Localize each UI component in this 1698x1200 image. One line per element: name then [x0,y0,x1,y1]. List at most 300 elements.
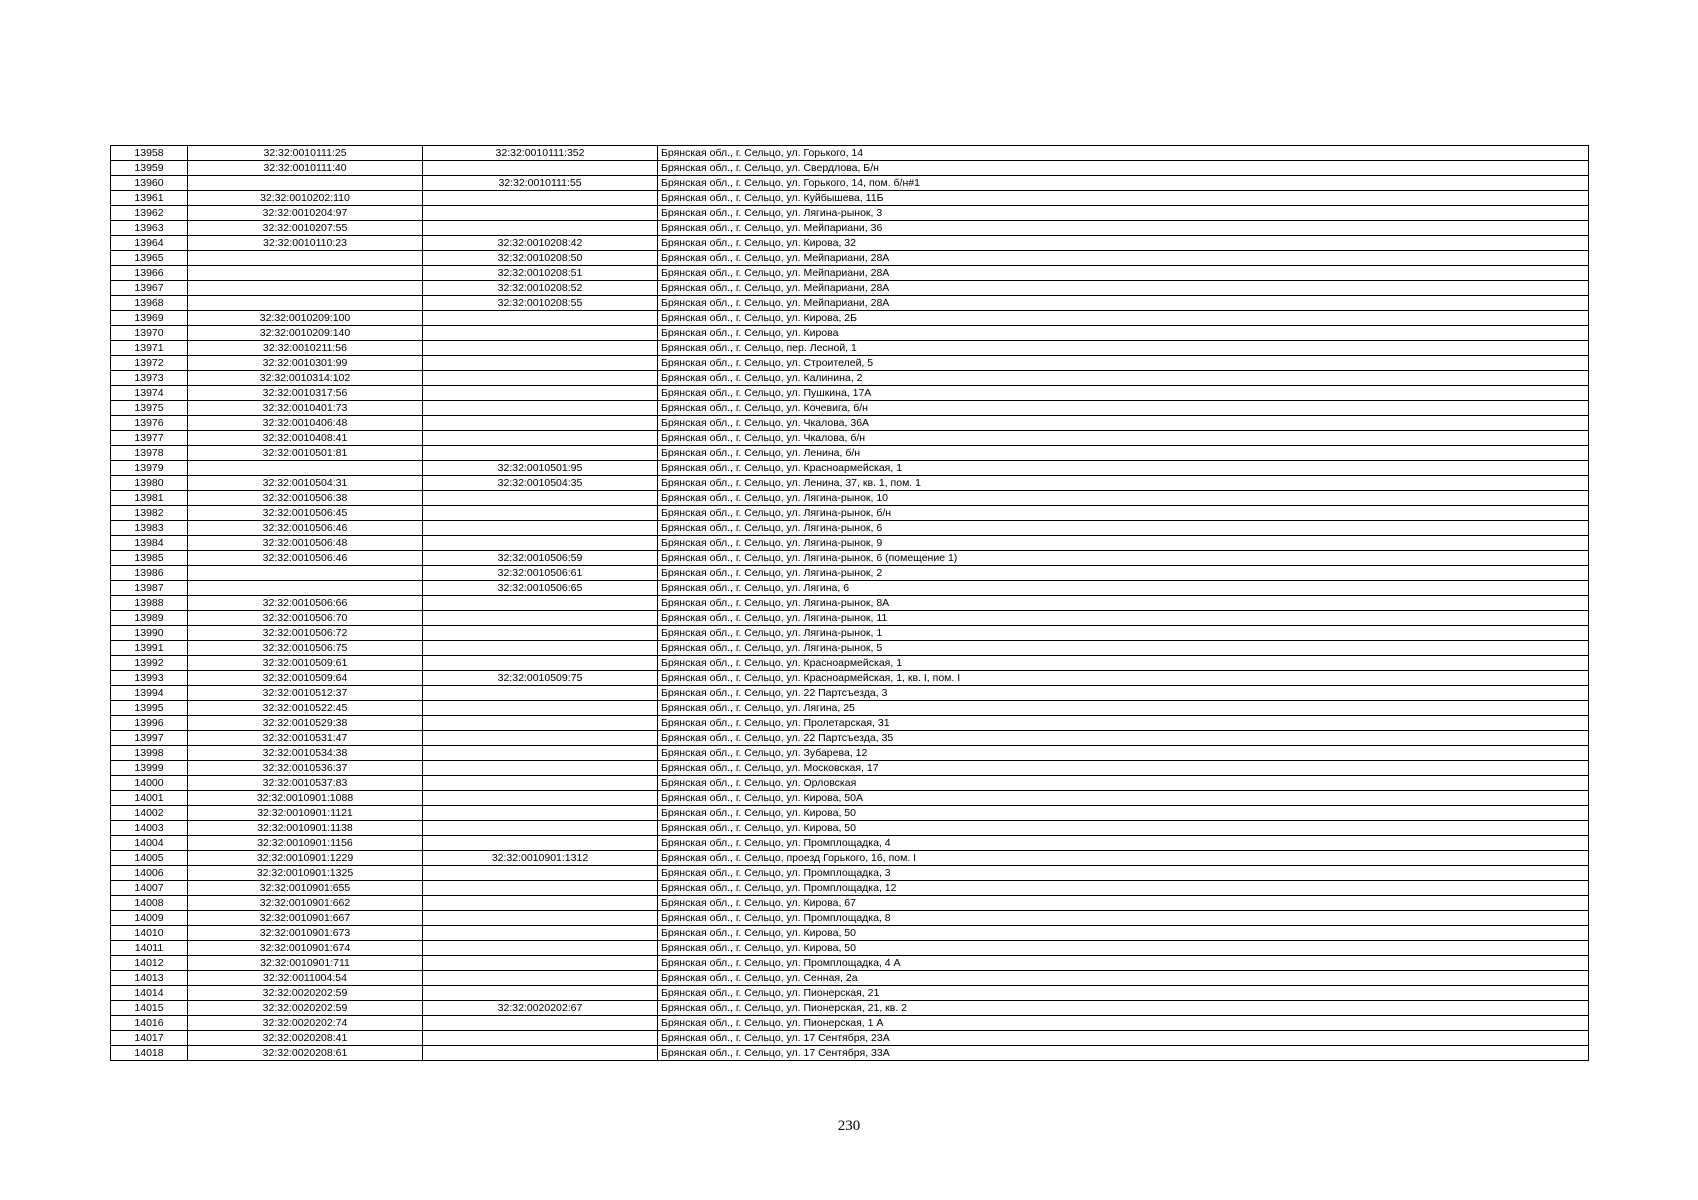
cadastral-number-cell: 32:32:0010209:140 [188,326,423,341]
table-row [111,581,1589,596]
row-number-cell: 14010 [111,926,188,941]
row-number-cell: 13976 [111,416,188,431]
room-cadastral-number-cell [423,356,658,371]
row-number-cell: 13974 [111,386,188,401]
row-number-cell: 13984 [111,536,188,551]
room-cadastral-number-cell: 32:32:0010208:51 [423,266,658,281]
row-number-cell: 13991 [111,641,188,656]
table-row [111,476,1589,491]
room-cadastral-number-cell [423,431,658,446]
cadastral-number-cell: 32:32:0010901:1121 [188,806,423,821]
cadastral-number-cell: 32:32:0010901:667 [188,911,423,926]
address-cell: Брянская обл., г. Сельцо, ул. Кирова, 2Б [658,311,1589,326]
table-row [111,161,1589,176]
room-cadastral-number-cell [423,686,658,701]
address-cell: Брянская обл., г. Сельцо, ул. Кочевига, б/н [658,401,1589,416]
address-cell: Брянская обл., г. Сельцо, ул. Калинина, 2 [658,371,1589,386]
row-number-cell: 13983 [111,521,188,536]
cadastral-number-cell: 32:32:0010506:66 [188,596,423,611]
cadastral-number-cell: 32:32:0020202:59 [188,986,423,1001]
table-row [111,251,1589,266]
address-cell: Брянская обл., г. Сельцо, ул. Мейпариани, 28А [658,266,1589,281]
table-row [111,521,1589,536]
room-cadastral-number-cell [423,161,658,176]
address-cell: Брянская обл., г. Сельцо, ул. Сенная, 2а [658,971,1589,986]
address-cell: Брянская обл., г. Сельцо, ул. Чкалова, б/н [658,431,1589,446]
cadastral-number-cell: 32:32:0010506:75 [188,641,423,656]
row-number-cell: 13969 [111,311,188,326]
address-cell: Брянская обл., г. Сельцо, ул. Лягина-рынок, 3 [658,206,1589,221]
table-row [111,551,1589,566]
cadastral-number-cell: 32:32:0020208:41 [188,1031,423,1046]
table-row [111,776,1589,791]
room-cadastral-number-cell [423,326,658,341]
address-cell: Брянская обл., г. Сельцо, ул. Лягина-рынок, 6 (помещение 1) [658,551,1589,566]
address-cell: Брянская обл., г. Сельцо, ул. 22 Партсъезда, 3 [658,686,1589,701]
page-number: 230 [837,1118,861,1134]
table-row [111,821,1589,836]
address-cell: Брянская обл., г. Сельцо, ул. Кирова, 50А [658,791,1589,806]
room-cadastral-number-cell [423,341,658,356]
address-cell: Брянская обл., г. Сельцо, ул. Горького, 14 [658,146,1589,161]
table-row [111,221,1589,236]
row-number-cell: 13997 [111,731,188,746]
room-cadastral-number-cell: 32:32:0010901:1312 [423,851,658,866]
room-cadastral-number-cell [423,626,658,641]
cadastral-number-cell: 32:32:0010901:673 [188,926,423,941]
address-cell: Брянская обл., г. Сельцо, ул. Кирова [658,326,1589,341]
room-cadastral-number-cell: 32:32:0010506:65 [423,581,658,596]
row-number-cell: 14014 [111,986,188,1001]
room-cadastral-number-cell [423,956,658,971]
table-row [111,806,1589,821]
room-cadastral-number-cell [423,821,658,836]
room-cadastral-number-cell [423,776,658,791]
cadastral-number-cell: 32:32:0010901:655 [188,881,423,896]
address-cell: Брянская обл., г. Сельцо, ул. Лягина-рынок, 1 [658,626,1589,641]
row-number-cell: 13994 [111,686,188,701]
row-number-cell: 13978 [111,446,188,461]
table-row [111,536,1589,551]
room-cadastral-number-cell [423,506,658,521]
room-cadastral-number-cell: 32:32:0010506:61 [423,566,658,581]
row-number-cell: 13999 [111,761,188,776]
address-cell: Брянская обл., г. Сельцо, ул. Пионерская, 1 А [658,1016,1589,1031]
table-row [111,701,1589,716]
row-number-cell: 14004 [111,836,188,851]
address-cell: Брянская обл., г. Сельцо, ул. Куйбышева, 11Б [658,191,1589,206]
address-cell: Брянская обл., г. Сельцо, ул. Кирова, 50 [658,926,1589,941]
cadastral-number-cell: 32:32:0010501:81 [188,446,423,461]
row-number-cell: 14007 [111,881,188,896]
row-number-cell: 13995 [111,701,188,716]
address-cell: Брянская обл., г. Сельцо, ул. Красноармейская, 1 [658,656,1589,671]
cadastral-number-cell: 32:32:0010504:31 [188,476,423,491]
table-row [111,686,1589,701]
row-number-cell: 13998 [111,746,188,761]
cadastral-number-cell: 32:32:0010506:46 [188,521,423,536]
address-cell: Брянская обл., г. Сельцо, ул. Лягина-рынок, 10 [658,491,1589,506]
row-number-cell: 13975 [111,401,188,416]
address-cell: Брянская обл., г. Сельцо, ул. Красноармейская, 1 [658,461,1589,476]
cadastral-number-cell: 32:32:0010204:97 [188,206,423,221]
address-cell: Брянская обл., г. Сельцо, ул. Промплощадка, 4 [658,836,1589,851]
room-cadastral-number-cell: 32:32:0020202:67 [423,1001,658,1016]
cadastral-number-cell [188,581,423,596]
room-cadastral-number-cell [423,206,658,221]
cadastral-number-cell: 32:32:0020202:74 [188,1016,423,1031]
cadastral-number-cell: 32:32:0010901:1156 [188,836,423,851]
table-row [111,896,1589,911]
row-number-cell: 14017 [111,1031,188,1046]
cadastral-number-cell: 32:32:0010509:64 [188,671,423,686]
table-row [111,266,1589,281]
room-cadastral-number-cell [423,491,658,506]
address-cell: Брянская обл., г. Сельцо, ул. Мейпариани, 28А [658,251,1589,266]
cadastral-number-cell: 32:32:0010506:46 [188,551,423,566]
address-cell: Брянская обл., г. Сельцо, ул. Московская, 17 [658,761,1589,776]
room-cadastral-number-cell [423,701,658,716]
cadastral-number-cell: 32:32:0010314:102 [188,371,423,386]
row-number-cell: 13960 [111,176,188,191]
room-cadastral-number-cell [423,866,658,881]
row-number-cell: 13986 [111,566,188,581]
cadastral-number-cell: 32:32:0010536:37 [188,761,423,776]
cadastral-number-cell: 32:32:0010522:45 [188,701,423,716]
row-number-cell: 14003 [111,821,188,836]
table-row [111,866,1589,881]
table-row [111,1031,1589,1046]
cadastral-number-cell: 32:32:0010901:711 [188,956,423,971]
row-number-cell: 13979 [111,461,188,476]
address-cell: Брянская обл., г. Сельцо, ул. 17 Сентября, 33А [658,1046,1589,1061]
room-cadastral-number-cell [423,1031,658,1046]
address-cell: Брянская обл., г. Сельцо, ул. Мейпариани, 28А [658,281,1589,296]
row-number-cell: 14000 [111,776,188,791]
table-row [111,191,1589,206]
room-cadastral-number-cell: 32:32:0010111:352 [423,146,658,161]
table-row [111,761,1589,776]
cadastral-number-cell [188,281,423,296]
cadastral-number-cell: 32:32:0011004:54 [188,971,423,986]
cadastral-number-cell: 32:32:0010529:38 [188,716,423,731]
row-number-cell: 14018 [111,1046,188,1061]
table-row [111,416,1589,431]
table-row [111,881,1589,896]
table-row [111,611,1589,626]
row-number-cell: 14002 [111,806,188,821]
table-row [111,176,1589,191]
cadastral-number-cell: 32:32:0010202:110 [188,191,423,206]
row-number-cell: 14013 [111,971,188,986]
row-number-cell: 13962 [111,206,188,221]
row-number-cell: 13981 [111,491,188,506]
address-cell: Брянская обл., г. Сельцо, ул. Лягина, 25 [658,701,1589,716]
room-cadastral-number-cell: 32:32:0010509:75 [423,671,658,686]
address-cell: Брянская обл., г. Сельцо, ул. Зубарева, 12 [658,746,1589,761]
address-cell: Брянская обл., г. Сельцо, ул. Орловская [658,776,1589,791]
address-cell: Брянская обл., г. Сельцо, ул. Красноармейская, 1, кв. I, пом. I [658,671,1589,686]
property-table [110,145,1589,1061]
cadastral-number-cell [188,251,423,266]
room-cadastral-number-cell: 32:32:0010208:50 [423,251,658,266]
room-cadastral-number-cell: 32:32:0010501:95 [423,461,658,476]
room-cadastral-number-cell [423,986,658,1001]
room-cadastral-number-cell [423,806,658,821]
room-cadastral-number-cell [423,911,658,926]
row-number-cell: 13965 [111,251,188,266]
address-cell: Брянская обл., г. Сельцо, ул. Лягина-рынок, 8А [658,596,1589,611]
row-number-cell: 13958 [111,146,188,161]
table-row [111,566,1589,581]
cadastral-number-cell: 32:32:0010317:56 [188,386,423,401]
table-row [111,596,1589,611]
table-row [111,791,1589,806]
table-row [111,281,1589,296]
row-number-cell: 13964 [111,236,188,251]
row-number-cell: 13970 [111,326,188,341]
room-cadastral-number-cell [423,971,658,986]
table-row [111,206,1589,221]
table-row [111,326,1589,341]
cadastral-number-cell: 32:32:0010111:25 [188,146,423,161]
room-cadastral-number-cell [423,596,658,611]
row-number-cell: 13968 [111,296,188,311]
cadastral-number-cell: 32:32:0010506:45 [188,506,423,521]
cadastral-number-cell: 32:32:0010901:1325 [188,866,423,881]
row-number-cell: 14012 [111,956,188,971]
address-cell: Брянская обл., г. Сельцо, ул. Лягина-рынок, 11 [658,611,1589,626]
room-cadastral-number-cell [423,881,658,896]
cadastral-number-cell: 32:32:0010111:40 [188,161,423,176]
room-cadastral-number-cell [423,641,658,656]
table-row [111,716,1589,731]
cadastral-number-cell: 32:32:0010401:73 [188,401,423,416]
table-row [111,1001,1589,1016]
address-cell: Брянская обл., г. Сельцо, ул. Лягина, 6 [658,581,1589,596]
room-cadastral-number-cell [423,656,658,671]
address-cell: Брянская обл., г. Сельцо, ул. Промплощадка, 12 [658,881,1589,896]
cadastral-number-cell: 32:32:0020208:61 [188,1046,423,1061]
table-row [111,641,1589,656]
cadastral-number-cell: 32:32:0010901:674 [188,941,423,956]
cadastral-number-cell: 32:32:0010301:99 [188,356,423,371]
room-cadastral-number-cell [423,896,658,911]
address-cell: Брянская обл., г. Сельцо, пер. Лесной, 1 [658,341,1589,356]
room-cadastral-number-cell [423,926,658,941]
room-cadastral-number-cell [423,386,658,401]
address-cell: Брянская обл., г. Сельцо, ул. Кирова, 50 [658,941,1589,956]
cadastral-number-cell: 32:32:0010506:48 [188,536,423,551]
address-cell: Брянская обл., г. Сельцо, ул. Промплощадка, 3 [658,866,1589,881]
address-cell: Брянская обл., г. Сельцо, ул. Лягина-рынок, 6 [658,521,1589,536]
row-number-cell: 13993 [111,671,188,686]
row-number-cell: 13972 [111,356,188,371]
table-row [111,506,1589,521]
cadastral-number-cell: 32:32:0010506:72 [188,626,423,641]
table-row [111,941,1589,956]
cadastral-number-cell: 32:32:0010534:38 [188,746,423,761]
address-cell: Брянская обл., г. Сельцо, ул. Ленина, 37, кв. 1, пом. 1 [658,476,1589,491]
room-cadastral-number-cell [423,716,658,731]
table-row [111,1016,1589,1031]
row-number-cell: 13987 [111,581,188,596]
room-cadastral-number-cell [423,521,658,536]
address-cell: Брянская обл., г. Сельцо, ул. Лягина-рынок, б/н [658,506,1589,521]
row-number-cell: 13992 [111,656,188,671]
cadastral-number-cell: 32:32:0010537:83 [188,776,423,791]
room-cadastral-number-cell [423,836,658,851]
address-cell: Брянская обл., г. Сельцо, ул. Лягина-рынок, 2 [658,566,1589,581]
table-row [111,446,1589,461]
cadastral-number-cell [188,566,423,581]
room-cadastral-number-cell [423,416,658,431]
address-cell: Брянская обл., г. Сельцо, ул. Пионерская, 21, кв. 2 [658,1001,1589,1016]
cadastral-number-cell [188,296,423,311]
cadastral-number-cell: 32:32:0010509:61 [188,656,423,671]
cadastral-number-cell: 32:32:0010110:23 [188,236,423,251]
table-row [111,341,1589,356]
row-number-cell: 14001 [111,791,188,806]
row-number-cell: 14008 [111,896,188,911]
room-cadastral-number-cell: 32:32:0010208:42 [423,236,658,251]
address-cell: Брянская обл., г. Сельцо, ул. Строителей, 5 [658,356,1589,371]
address-cell: Брянская обл., г. Сельцо, ул. Горького, 14, пом. б/н#1 [658,176,1589,191]
address-cell: Брянская обл., г. Сельцо, ул. Мейпариани, 28А [658,296,1589,311]
address-cell: Брянская обл., г. Сельцо, ул. Мейпариани, 36 [658,221,1589,236]
cadastral-number-cell: 32:32:0010901:1229 [188,851,423,866]
table-row [111,311,1589,326]
address-cell: Брянская обл., г. Сельцо, ул. Промплощадка, 4 А [658,956,1589,971]
row-number-cell: 14011 [111,941,188,956]
room-cadastral-number-cell [423,731,658,746]
room-cadastral-number-cell [423,536,658,551]
room-cadastral-number-cell [423,761,658,776]
table-row [111,296,1589,311]
room-cadastral-number-cell [423,191,658,206]
cadastral-number-cell: 32:32:0010512:37 [188,686,423,701]
room-cadastral-number-cell [423,746,658,761]
row-number-cell: 14015 [111,1001,188,1016]
room-cadastral-number-cell: 32:32:0010506:59 [423,551,658,566]
room-cadastral-number-cell [423,446,658,461]
address-cell: Брянская обл., г. Сельцо, ул. Кирова, 32 [658,236,1589,251]
address-cell: Брянская обл., г. Сельцо, ул. 17 Сентября, 23А [658,1031,1589,1046]
row-number-cell: 13961 [111,191,188,206]
property-table-body [111,146,1589,1061]
address-cell: Брянская обл., г. Сельцо, ул. Лягина-рынок, 5 [658,641,1589,656]
table-row [111,671,1589,686]
row-number-cell: 13971 [111,341,188,356]
cadastral-number-cell: 32:32:0010211:56 [188,341,423,356]
room-cadastral-number-cell [423,611,658,626]
address-cell: Брянская обл., г. Сельцо, проезд Горького, 16, пом. I [658,851,1589,866]
address-cell: Брянская обл., г. Сельцо, ул. Пионерская, 21 [658,986,1589,1001]
room-cadastral-number-cell: 32:32:0010504:35 [423,476,658,491]
row-number-cell: 13980 [111,476,188,491]
cadastral-number-cell: 32:32:0010408:41 [188,431,423,446]
address-cell: Брянская обл., г. Сельцо, ул. Пролетарская, 31 [658,716,1589,731]
table-row [111,971,1589,986]
cadastral-number-cell [188,461,423,476]
room-cadastral-number-cell [423,221,658,236]
table-row [111,371,1589,386]
row-number-cell: 14009 [111,911,188,926]
table-row [111,731,1589,746]
table-row [111,386,1589,401]
room-cadastral-number-cell [423,791,658,806]
row-number-cell: 13982 [111,506,188,521]
address-cell: Брянская обл., г. Сельцо, ул. Лягина-рынок, 9 [658,536,1589,551]
table-row [111,851,1589,866]
table-row [111,926,1589,941]
cadastral-number-cell: 32:32:0010506:70 [188,611,423,626]
table-row [111,356,1589,371]
address-cell: Брянская обл., г. Сельцо, ул. 22 Партсъезда, 35 [658,731,1589,746]
table-row [111,656,1589,671]
room-cadastral-number-cell: 32:32:0010208:55 [423,296,658,311]
table-row [111,461,1589,476]
row-number-cell: 13959 [111,161,188,176]
cadastral-number-cell [188,176,423,191]
room-cadastral-number-cell [423,1046,658,1061]
room-cadastral-number-cell: 32:32:0010111:55 [423,176,658,191]
table-row [111,626,1589,641]
table-row [111,746,1589,761]
cadastral-number-cell: 32:32:0010207:55 [188,221,423,236]
table-row [111,491,1589,506]
cadastral-number-cell: 32:32:0010901:1088 [188,791,423,806]
address-cell: Брянская обл., г. Сельцо, ул. Чкалова, 36А [658,416,1589,431]
row-number-cell: 13996 [111,716,188,731]
room-cadastral-number-cell [423,371,658,386]
row-number-cell: 14005 [111,851,188,866]
cadastral-number-cell: 32:32:0010209:100 [188,311,423,326]
row-number-cell: 13967 [111,281,188,296]
address-cell: Брянская обл., г. Сельцо, ул. Промплощадка, 8 [658,911,1589,926]
room-cadastral-number-cell [423,941,658,956]
address-cell: Брянская обл., г. Сельцо, ул. Свердлова, Б/н [658,161,1589,176]
address-cell: Брянская обл., г. Сельцо, ул. Кирова, 67 [658,896,1589,911]
address-cell: Брянская обл., г. Сельцо, ул. Ленина, б/н [658,446,1589,461]
address-cell: Брянская обл., г. Сельцо, ул. Кирова, 50 [658,821,1589,836]
row-number-cell: 13989 [111,611,188,626]
row-number-cell: 13973 [111,371,188,386]
table-row [111,986,1589,1001]
room-cadastral-number-cell: 32:32:0010208:52 [423,281,658,296]
cadastral-number-cell [188,266,423,281]
row-number-cell: 13988 [111,596,188,611]
address-cell: Брянская обл., г. Сельцо, ул. Кирова, 50 [658,806,1589,821]
room-cadastral-number-cell [423,1016,658,1031]
address-cell: Брянская обл., г. Сельцо, ул. Пушкина, 17А [658,386,1589,401]
cadastral-number-cell: 32:32:0010406:48 [188,416,423,431]
row-number-cell: 13985 [111,551,188,566]
row-number-cell: 14006 [111,866,188,881]
table-row [111,911,1589,926]
row-number-cell: 13990 [111,626,188,641]
cadastral-number-cell: 32:32:0010506:38 [188,491,423,506]
table-row [111,401,1589,416]
cadastral-number-cell: 32:32:0020202:59 [188,1001,423,1016]
cadastral-number-cell: 32:32:0010531:47 [188,731,423,746]
room-cadastral-number-cell [423,311,658,326]
row-number-cell: 13963 [111,221,188,236]
cadastral-number-cell: 32:32:0010901:1138 [188,821,423,836]
row-number-cell: 13966 [111,266,188,281]
table-row [111,146,1589,161]
row-number-cell: 13977 [111,431,188,446]
